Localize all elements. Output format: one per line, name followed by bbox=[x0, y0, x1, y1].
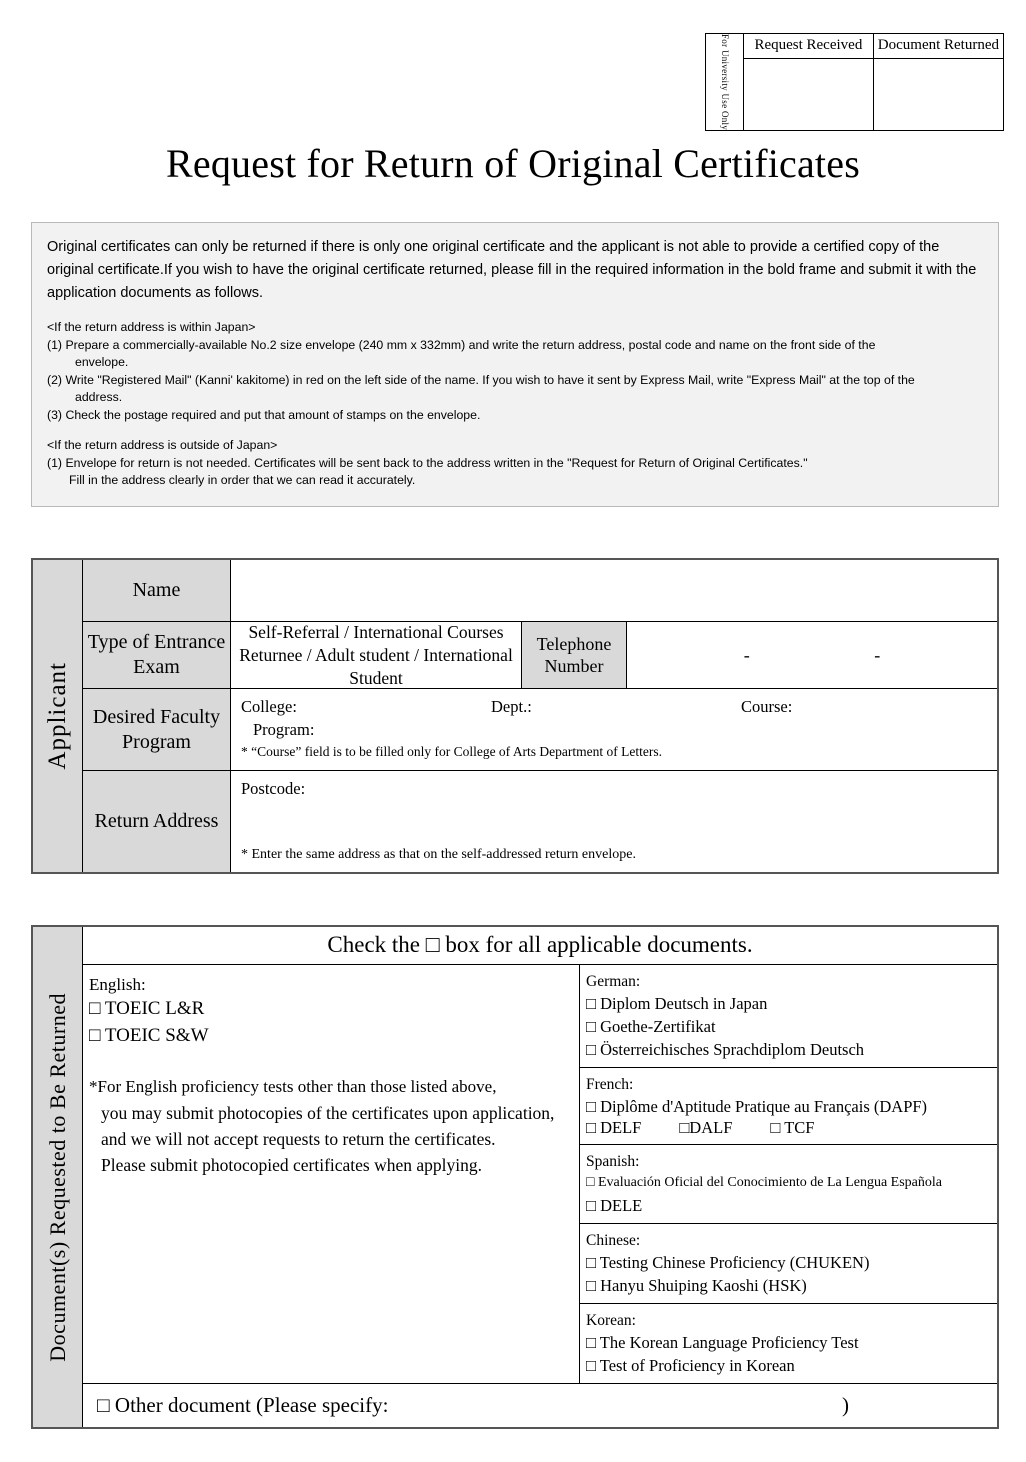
documents-spanish-header: Spanish: bbox=[586, 1152, 640, 1170]
office-use-vertical-label-text: For University Use Only bbox=[720, 34, 730, 131]
applicant-program-label: Desired Faculty Program bbox=[83, 689, 231, 770]
documents-other-close-paren: ) bbox=[842, 1392, 849, 1417]
office-use-header-returned: Document Returned bbox=[874, 34, 1003, 59]
applicant-exam-type-body bbox=[231, 622, 997, 688]
applicant-name-field[interactable] bbox=[231, 560, 997, 621]
instructions-overseas-item-1: (1) Envelope for return is not needed. Certificates will be sent back to the address written in the "Request for Return of Original Certificates." bbox=[47, 455, 808, 470]
instructions-japan-heading: <If the return address is within Japan> bbox=[47, 320, 256, 334]
applicant-exam-type-line-2: Returnee / Adult student / International Student bbox=[239, 644, 513, 688]
applicant-program-line-1 bbox=[241, 697, 997, 717]
applicant-exam-type-label: Type of Entrance Exam bbox=[83, 622, 231, 688]
documents-english-note-line-4: Please submit photocopied certificates when applying. bbox=[101, 1154, 483, 1175]
applicant-program-body bbox=[231, 689, 997, 770]
documents-english-header: English: bbox=[89, 974, 146, 994]
applicant-section bbox=[31, 558, 999, 874]
documents-languages-column bbox=[580, 965, 997, 1383]
documents-korean-header: Korean: bbox=[586, 1311, 636, 1329]
documents-section-label bbox=[33, 927, 83, 1427]
applicant-row-name bbox=[83, 560, 997, 622]
documents-german-cell bbox=[580, 965, 997, 1068]
documents-checkbox-diplom-deutsch[interactable]: □ Diplom Deutsch in Japan bbox=[586, 993, 768, 1013]
documents-checkbox-topik[interactable]: □ Test of Proficiency in Korean bbox=[586, 1355, 795, 1375]
documents-checkbox-delf[interactable]: □ DELF bbox=[586, 1117, 642, 1137]
applicant-exam-type-line-1: Self-Referral / International Courses bbox=[248, 621, 504, 642]
applicant-program-fields[interactable] bbox=[231, 689, 997, 760]
instructions-lead: Original certificates can only be returned if there is only one original certificate and the applicant is not able to provide a certified copy of the original certificate.If you wish to have the original certificate returned, please fill in the required information in the bold frame and submit it with the application documents as follows. bbox=[47, 239, 977, 301]
applicant-rows bbox=[83, 560, 997, 872]
instructions-japan-item-1: (1) Prepare a commercially-available No.2 size envelope (240 mm x 332mm) and write the return address, postal code and name on the front side of the bbox=[47, 337, 876, 352]
documents-other-row[interactable] bbox=[83, 1384, 997, 1427]
documents-section-label-text: Document(s) Requested to Be Returned bbox=[44, 992, 70, 1362]
applicant-name-label: Name bbox=[83, 560, 231, 621]
documents-checkbox-goethe[interactable]: □ Goethe-Zertifikat bbox=[586, 1016, 716, 1036]
office-use-column-returned bbox=[874, 34, 1003, 130]
instructions-overseas-heading: <If the return address is outside of Japan> bbox=[47, 438, 278, 452]
office-use-vertical-label bbox=[706, 34, 744, 130]
documents-heading: Check the □ box for all applicable documents. bbox=[83, 927, 997, 965]
documents-french-inline-options bbox=[586, 1118, 997, 1138]
documents-checkbox-toeic-lr[interactable]: □ TOEIC L&R bbox=[89, 997, 205, 1019]
applicant-return-address-body[interactable] bbox=[231, 771, 997, 872]
documents-checkbox-dapf[interactable]: □ Diplôme d'Aptitude Pratique au Français (DAPF) bbox=[586, 1096, 928, 1116]
documents-body bbox=[83, 927, 997, 1427]
applicant-section-label-text: Applicant bbox=[43, 662, 71, 770]
instructions-gap bbox=[47, 424, 983, 437]
instructions-japan-item-2: (2) Write "Registered Mail" (Kanni' kakitome) in red on the left side of the name. If you wish to have it sent by Express Mail, write "Express Mail" at the top of the bbox=[47, 372, 915, 387]
documents-checkbox-dele[interactable]: □ DELE bbox=[586, 1195, 643, 1215]
applicant-return-address-note: * Enter the same address as that on the self-addressed return envelope. bbox=[241, 847, 636, 862]
applicant-program-program[interactable]: Program: bbox=[253, 720, 315, 740]
applicant-section-label bbox=[33, 560, 83, 872]
instructions-overseas bbox=[47, 437, 983, 490]
instructions-japan-item-2b: address. bbox=[75, 390, 123, 404]
office-use-field-received[interactable] bbox=[744, 59, 873, 99]
documents-checkbox-evaluacion[interactable]: □ Evaluación Oficial del Conocimiento de La Lengua Española bbox=[586, 1174, 943, 1190]
documents-chinese-cell bbox=[580, 1224, 997, 1304]
documents-checkbox-hsk[interactable]: □ Hanyu Shuiping Kaoshi (HSK) bbox=[586, 1275, 807, 1295]
instructions-japan bbox=[47, 319, 983, 424]
documents-english-column bbox=[83, 965, 580, 1383]
documents-checkbox-chuken[interactable]: □ Testing Chinese Proficiency (CHUKEN) bbox=[586, 1252, 870, 1272]
applicant-program-dept[interactable]: Dept.: bbox=[491, 697, 532, 717]
applicant-telephone-label: Telephone Number bbox=[521, 622, 627, 688]
documents-english-note-line-3: and we will not accept requests to return the certificates. bbox=[101, 1128, 496, 1149]
documents-english-note bbox=[89, 1073, 579, 1178]
documents-korean-cell bbox=[580, 1304, 997, 1383]
applicant-postcode-field[interactable]: Postcode: bbox=[241, 779, 306, 799]
applicant-row-return-address bbox=[83, 771, 997, 872]
applicant-telephone-field[interactable]: - - bbox=[743, 644, 941, 665]
applicant-program-college[interactable]: College: bbox=[241, 697, 297, 717]
documents-main bbox=[83, 965, 997, 1384]
applicant-row-exam-type bbox=[83, 622, 997, 689]
documents-checkbox-other[interactable]: □ Other document (Please specify: bbox=[97, 1392, 389, 1417]
documents-german-header: German: bbox=[586, 972, 641, 990]
instructions-japan-item-3: (3) Check the postage required and put that amount of stamps on the envelope. bbox=[47, 407, 481, 422]
applicant-program-note: * “Course” field is to be filled only for College of Arts Department of Letters. bbox=[241, 744, 663, 760]
instructions-overseas-item-1b: Fill in the address clearly in order that we can read it accurately. bbox=[69, 473, 416, 487]
office-use-columns bbox=[744, 34, 1003, 130]
instructions-box bbox=[31, 222, 999, 507]
documents-checkbox-toeic-sw[interactable]: □ TOEIC S&W bbox=[89, 1024, 209, 1046]
applicant-return-address-label: Return Address bbox=[83, 771, 231, 872]
applicant-row-program bbox=[83, 689, 997, 771]
applicant-exam-type-options[interactable] bbox=[231, 622, 521, 688]
documents-french-header: French: bbox=[586, 1075, 634, 1093]
instructions-japan-item-1b: envelope. bbox=[75, 355, 129, 369]
documents-english-note-line-1: *For English proficiency tests other than those listed above, bbox=[89, 1076, 497, 1096]
office-use-column-received bbox=[744, 34, 874, 130]
office-use-header-received: Request Received bbox=[744, 34, 873, 59]
page-title: Request for Return of Original Certificates bbox=[166, 141, 860, 186]
documents-checkbox-dalf[interactable]: □DALF bbox=[679, 1117, 733, 1137]
applicant-program-course[interactable]: Course: bbox=[741, 697, 793, 717]
documents-section bbox=[31, 925, 999, 1429]
documents-checkbox-tcf[interactable]: □ TCF bbox=[770, 1117, 815, 1137]
documents-chinese-header: Chinese: bbox=[586, 1231, 641, 1249]
documents-checkbox-osd[interactable]: □ Österreichisches Sprachdiplom Deutsch bbox=[586, 1039, 865, 1059]
documents-english-note-line-2: you may submit photocopies of the certificates upon application, bbox=[101, 1102, 555, 1123]
documents-spanish-cell bbox=[580, 1145, 997, 1224]
documents-french-cell bbox=[580, 1068, 997, 1145]
office-use-field-returned[interactable] bbox=[874, 59, 1003, 99]
documents-checkbox-klpt[interactable]: □ The Korean Language Proficiency Test bbox=[586, 1332, 859, 1352]
office-use-table bbox=[705, 33, 1004, 131]
